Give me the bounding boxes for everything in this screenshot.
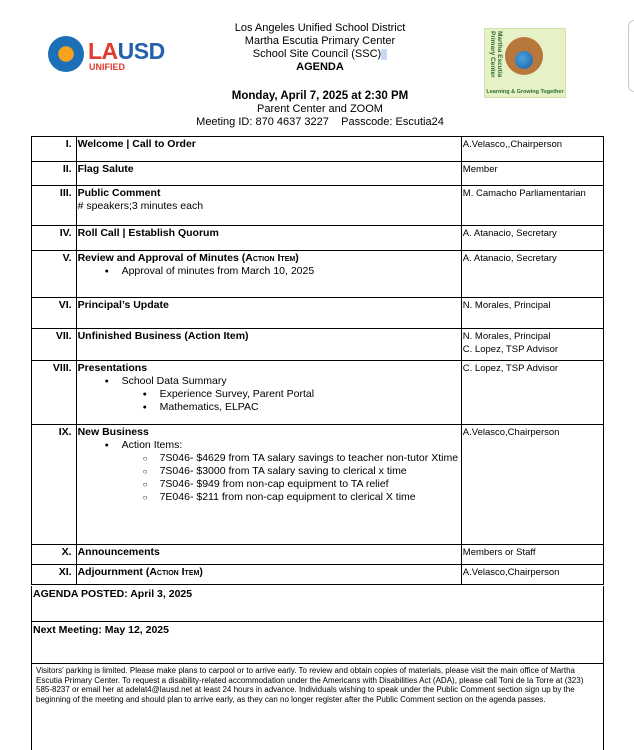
lausd-wordmark: LAUSD — [88, 38, 165, 64]
item-number: IX. — [32, 425, 77, 545]
sub-list-item: ○ 7S046- $949 from non-cap equipment to TA relief — [160, 478, 460, 491]
agenda-posted: AGENDA POSTED: April 3, 2025 — [31, 586, 604, 622]
lausd-logo — [48, 36, 183, 76]
item-number: XI. — [32, 565, 77, 585]
item-note: # speakers;3 minutes each — [77, 200, 204, 212]
item-number: VIII. — [32, 361, 77, 425]
item-cell — [76, 186, 461, 226]
item-title: Welcome | Call to Order — [77, 138, 196, 150]
school-logo-motto: Learning & Growing Together — [486, 89, 564, 95]
item-number: X. — [32, 545, 77, 565]
table-row — [32, 425, 604, 545]
item-cell — [76, 251, 461, 298]
sub-list-item: ● Experience Survey, Parent Portal — [160, 388, 460, 401]
item-cell — [76, 226, 461, 251]
item-number: VII. — [32, 329, 77, 361]
school-logo — [484, 28, 566, 98]
sub-list-item: ○ 7E046- $211 from non-cap equipment to clerical X time — [160, 491, 460, 504]
lausd-emblem-icon — [48, 36, 84, 72]
agenda-table — [31, 136, 604, 585]
item-cell — [76, 329, 461, 361]
table-row — [32, 162, 604, 186]
item-title: Announcements — [77, 546, 160, 558]
school-name: Martha Escutia Primary Center — [244, 35, 396, 47]
item-presenter: A. Atanacio, Secretary — [461, 251, 603, 298]
meeting-credentials: Meeting ID: 870 4637 3227 Passcode: Escutia24 — [196, 116, 444, 128]
sub-list-item: ○ 7S046- $4629 from TA salary savings to teacher non-tutor Xtime — [160, 452, 460, 465]
item-cell — [76, 361, 461, 425]
table-row — [32, 545, 604, 565]
meeting-info — [150, 90, 490, 129]
item-number: IV. — [32, 226, 77, 251]
table-row — [32, 137, 604, 162]
side-panel-edge — [628, 20, 634, 92]
item-presenter: A.Velasco,Chairperson — [461, 425, 603, 545]
item-presenter: N. Morales, Principal C. Lopez, TSP Advisor — [461, 329, 603, 361]
table-row — [32, 361, 604, 425]
globe-icon — [515, 51, 533, 69]
council-name: School Site Council (SSC) — [190, 48, 450, 61]
footer-notice: Visitors' parking is limited. Please make plans to carpool or to arrive early. To review and obtain copies of materials, please visit the main office of Martha Escutia Primary Center. To request a disability-related accommodation under the Americans with Disabilities Act (ADA), please call Toni de la Torre at (323) 585-8237 or email her at adelat4@lausd.net at least 24 hours in advance. Individuals wishing to speak under the Public Comment section sign up by the beginning of the meeting and should plan to arrive early, as they can no longer register after the Public Comment section on the agenda passes. — [31, 664, 604, 750]
item-presenter: Member — [461, 162, 603, 186]
list-item: ● Approval of minutes from March 10, 2025 — [122, 265, 460, 278]
item-cell — [76, 162, 461, 186]
item-presenter: A. Atanacio, Secretary — [461, 226, 603, 251]
meeting-location: Parent Center and ZOOM — [257, 103, 383, 115]
table-row — [32, 226, 604, 251]
item-cell — [76, 425, 461, 545]
item-title: Flag Salute — [77, 163, 134, 175]
table-row — [32, 251, 604, 298]
item-title: Adjournment (Action Item) — [77, 566, 203, 578]
next-meeting: Next Meeting: May 12, 2025 — [31, 622, 604, 664]
list-item: ● Action Items: — [122, 439, 460, 452]
doc-title: AGENDA — [296, 61, 344, 73]
item-number: I. — [32, 137, 77, 162]
item-title: Roll Call | Establish Quorum — [77, 227, 219, 239]
item-presenter: A.Velasco,Chairperson — [461, 565, 603, 585]
item-title: Review and Approval of Minutes (Action Item) — [77, 252, 299, 264]
item-title: Public Comment — [77, 187, 161, 199]
lausd-unified-label: UNIFIED — [89, 62, 125, 72]
item-title: Unfinished Business (Action Item) — [77, 330, 249, 342]
item-title: Presentations — [77, 362, 148, 374]
item-presenter: C. Lopez, TSP Advisor — [461, 361, 603, 425]
table-row — [32, 329, 604, 361]
item-presenter: A.Velasco,,Chairperson — [461, 137, 603, 162]
item-presenter: N. Morales, Principal — [461, 298, 603, 329]
item-number: II. — [32, 162, 77, 186]
item-cell — [76, 565, 461, 585]
item-cell — [76, 545, 461, 565]
item-number: VI. — [32, 298, 77, 329]
meeting-date: Monday, April 7, 2025 at 2:30 PM — [231, 90, 409, 102]
document-header — [0, 0, 634, 136]
item-presenter: Members or Staff — [461, 545, 603, 565]
item-number: III. — [32, 186, 77, 226]
text-cursor-icon — [381, 49, 387, 60]
item-presenter: M. Camacho Parliamentarian — [461, 186, 603, 226]
item-title: New Business — [77, 426, 149, 438]
item-title: Principal’s Update — [77, 299, 169, 311]
list-item: ● School Data Summary — [122, 375, 460, 388]
table-row — [32, 298, 604, 329]
school-logo-arc-text: Martha Escutia Primary Center — [489, 31, 503, 78]
sub-list-item: ○ 7S046- $3000 from TA salary saving to clerical x time — [160, 465, 460, 478]
header-titles — [190, 22, 450, 74]
table-row — [32, 565, 604, 585]
item-number: V. — [32, 251, 77, 298]
sub-list-item: ● Mathematics, ELPAC — [160, 401, 460, 414]
item-cell — [76, 137, 461, 162]
table-row — [32, 186, 604, 226]
item-cell — [76, 298, 461, 329]
district-name: Los Angeles Unified School District — [234, 22, 406, 34]
